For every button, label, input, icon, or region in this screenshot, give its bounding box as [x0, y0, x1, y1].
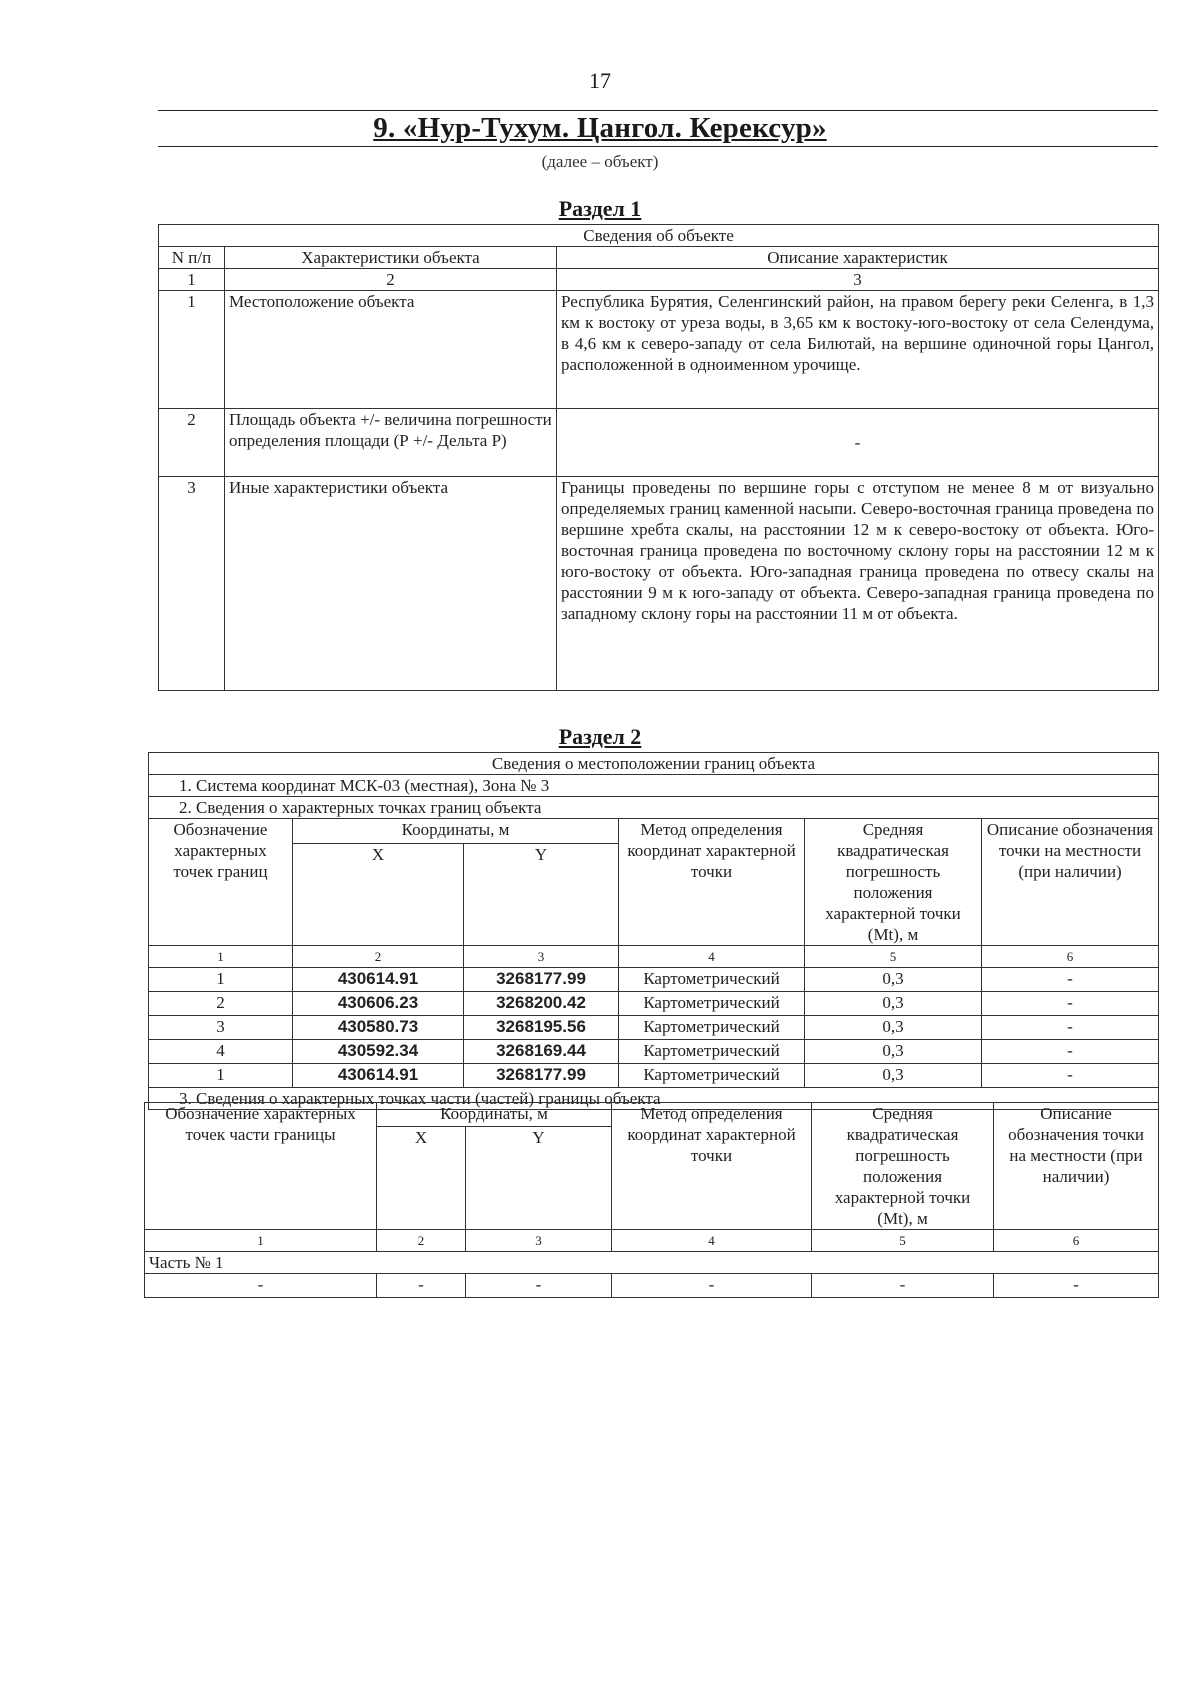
point-mt: 0,3	[805, 992, 982, 1016]
coord-system: 1. Система координат МСК-03 (местная), Зона № 3	[149, 775, 1159, 797]
col-number-2: 2	[225, 269, 557, 291]
point-mt: 0,3	[805, 1016, 982, 1040]
col-header-y: Y	[464, 844, 619, 946]
point-x: 430614.91	[293, 968, 464, 992]
row-number: 3	[159, 477, 225, 691]
point-mt: 0,3	[805, 1064, 982, 1088]
table-row	[159, 291, 1159, 409]
col-number-5: 5	[805, 946, 982, 968]
point-y: 3268177.99	[464, 1064, 619, 1088]
parts-col-header-coords: Координаты, м	[377, 1103, 612, 1127]
page-number: 17	[589, 68, 611, 93]
parts-col-header-point-description: Описание обозначения точки на местности (при наличии)	[994, 1103, 1159, 1230]
parts-col-header-x: X	[377, 1126, 466, 1229]
row-number: 2	[159, 409, 225, 477]
point-mt: 0,3	[805, 1040, 982, 1064]
table-row	[149, 1016, 1159, 1040]
col-header-error: Средняя квадратическая погрешность положения характерной точки (Mt), м	[805, 819, 982, 946]
section1-table	[158, 224, 1159, 691]
parts-col-number-2: 2	[377, 1230, 466, 1252]
parts-header: 3. Сведения о характерных точках части (частей) границы объекта	[149, 1088, 1159, 1110]
parts-col-number-4: 4	[612, 1230, 812, 1252]
col-header-coords: Координаты, м	[293, 819, 619, 844]
table-row	[149, 992, 1159, 1016]
col-header-point-description: Описание обозначения точки на местности (при наличии)	[982, 819, 1159, 946]
section1-title: Раздел 1	[558, 196, 642, 221]
col-header-x: X	[293, 844, 464, 946]
col-header-method: Метод определения координат характерной точки	[619, 819, 805, 946]
point-id: 1	[149, 968, 293, 992]
parts-col-header-error: Средняя квадратическая погрешность положения характерной точки (Mt), м	[812, 1103, 994, 1230]
part-cell: -	[812, 1274, 994, 1298]
section2-table	[148, 752, 1159, 1110]
points-header: 2. Сведения о характерных точках границ объекта	[149, 797, 1159, 819]
col-number-3: 3	[557, 269, 1159, 291]
document-subtitle: (далее – объект)	[541, 152, 659, 171]
part-cell: -	[145, 1274, 377, 1298]
parts-col-header-y: Y	[466, 1126, 612, 1229]
col-number-3: 3	[464, 946, 619, 968]
table-row	[149, 968, 1159, 992]
point-id: 4	[149, 1040, 293, 1064]
point-id: 3	[149, 1016, 293, 1040]
point-x: 430606.23	[293, 992, 464, 1016]
point-y: 3268195.56	[464, 1016, 619, 1040]
parts-col-number-3: 3	[466, 1230, 612, 1252]
parts-col-number-6: 6	[994, 1230, 1159, 1252]
row-description: Республика Бурятия, Селенгинский район, на правом берегу реки Селенга, в 1,3 км к востоку от уреза воды, в 3,65 км к востоку-юго-востоку от села Селендума, в 4,6 км к северо-западу от села Билютай, на вершине одиночной горы Цангол, расположенной в одноименном урочище.	[557, 291, 1159, 409]
point-y: 3268169.44	[464, 1040, 619, 1064]
col-number-6: 6	[982, 946, 1159, 968]
parts-col-number-5: 5	[812, 1230, 994, 1252]
point-y: 3268177.99	[464, 968, 619, 992]
point-method: Картометрический	[619, 968, 805, 992]
table-row	[149, 1064, 1159, 1088]
point-y: 3268200.42	[464, 992, 619, 1016]
col-number-1: 1	[159, 269, 225, 291]
table-row	[145, 1274, 1159, 1298]
point-desc: -	[982, 968, 1159, 992]
part-cell: -	[612, 1274, 812, 1298]
point-x: 430592.34	[293, 1040, 464, 1064]
parts-table	[144, 1102, 1159, 1298]
col-number-2: 2	[293, 946, 464, 968]
document-title: 9. «Нур-Тухум. Цангол. Керексур»	[373, 112, 827, 144]
col-header-characteristic: Характеристики объекта	[225, 247, 557, 269]
part-cell: -	[994, 1274, 1159, 1298]
section2-title: Раздел 2	[558, 724, 642, 749]
point-mt: 0,3	[805, 968, 982, 992]
section1-header: Сведения об объекте	[159, 225, 1159, 247]
table-row	[149, 1040, 1159, 1064]
col-number-1: 1	[149, 946, 293, 968]
point-id: 2	[149, 992, 293, 1016]
col-header-description: Описание характеристик	[557, 247, 1159, 269]
col-number-4: 4	[619, 946, 805, 968]
section2-header: Сведения о местоположении границ объекта	[149, 753, 1159, 775]
parts-col-header-designation: Обозначение характерных точек части границы	[145, 1103, 377, 1230]
row-description: Границы проведены по вершине горы с отступом не менее 8 м от визуально определяемых границ каменной насыпи. Северо-восточная граница проведена по вершине хребта скалы, на расстоянии 12 м к северо-востоку от объекта. Юго-восточная граница проведена по восточному склону горы на расстоянии 12 м к юго-востоку от объекта. Юго-западная граница проведена по отвесу скалы на расстоянии 9 м к юго-западу от объекта. Северо-западная граница проведена по западному склону горы на расстоянии 11 м от объекта.	[557, 477, 1159, 691]
point-method: Картометрический	[619, 1016, 805, 1040]
table-row	[159, 409, 1159, 477]
col-header-number: N п/п	[159, 247, 225, 269]
col-header-designation: Обозначение характерных точек границ	[149, 819, 293, 946]
point-x: 430580.73	[293, 1016, 464, 1040]
row-characteristic: Местоположение объекта	[225, 291, 557, 409]
row-characteristic: Площадь объекта +/- величина погрешности определения площади (Р +/- Дельта Р)	[225, 409, 557, 477]
point-method: Картометрический	[619, 1064, 805, 1088]
point-desc: -	[982, 1064, 1159, 1088]
point-desc: -	[982, 1040, 1159, 1064]
point-method: Картометрический	[619, 992, 805, 1016]
title-underline-rule	[158, 146, 1158, 147]
point-id: 1	[149, 1064, 293, 1088]
row-number: 1	[159, 291, 225, 409]
top-rule	[158, 110, 1158, 111]
table-row	[159, 477, 1159, 691]
part-label: Часть № 1	[145, 1252, 1159, 1274]
parts-col-number-1: 1	[145, 1230, 377, 1252]
part-cell: -	[377, 1274, 466, 1298]
point-desc: -	[982, 992, 1159, 1016]
row-description: -	[557, 409, 1159, 477]
point-method: Картометрический	[619, 1040, 805, 1064]
parts-col-header-method: Метод определения координат характерной точки	[612, 1103, 812, 1230]
point-desc: -	[982, 1016, 1159, 1040]
row-characteristic: Иные характеристики объекта	[225, 477, 557, 691]
part-cell: -	[466, 1274, 612, 1298]
point-x: 430614.91	[293, 1064, 464, 1088]
